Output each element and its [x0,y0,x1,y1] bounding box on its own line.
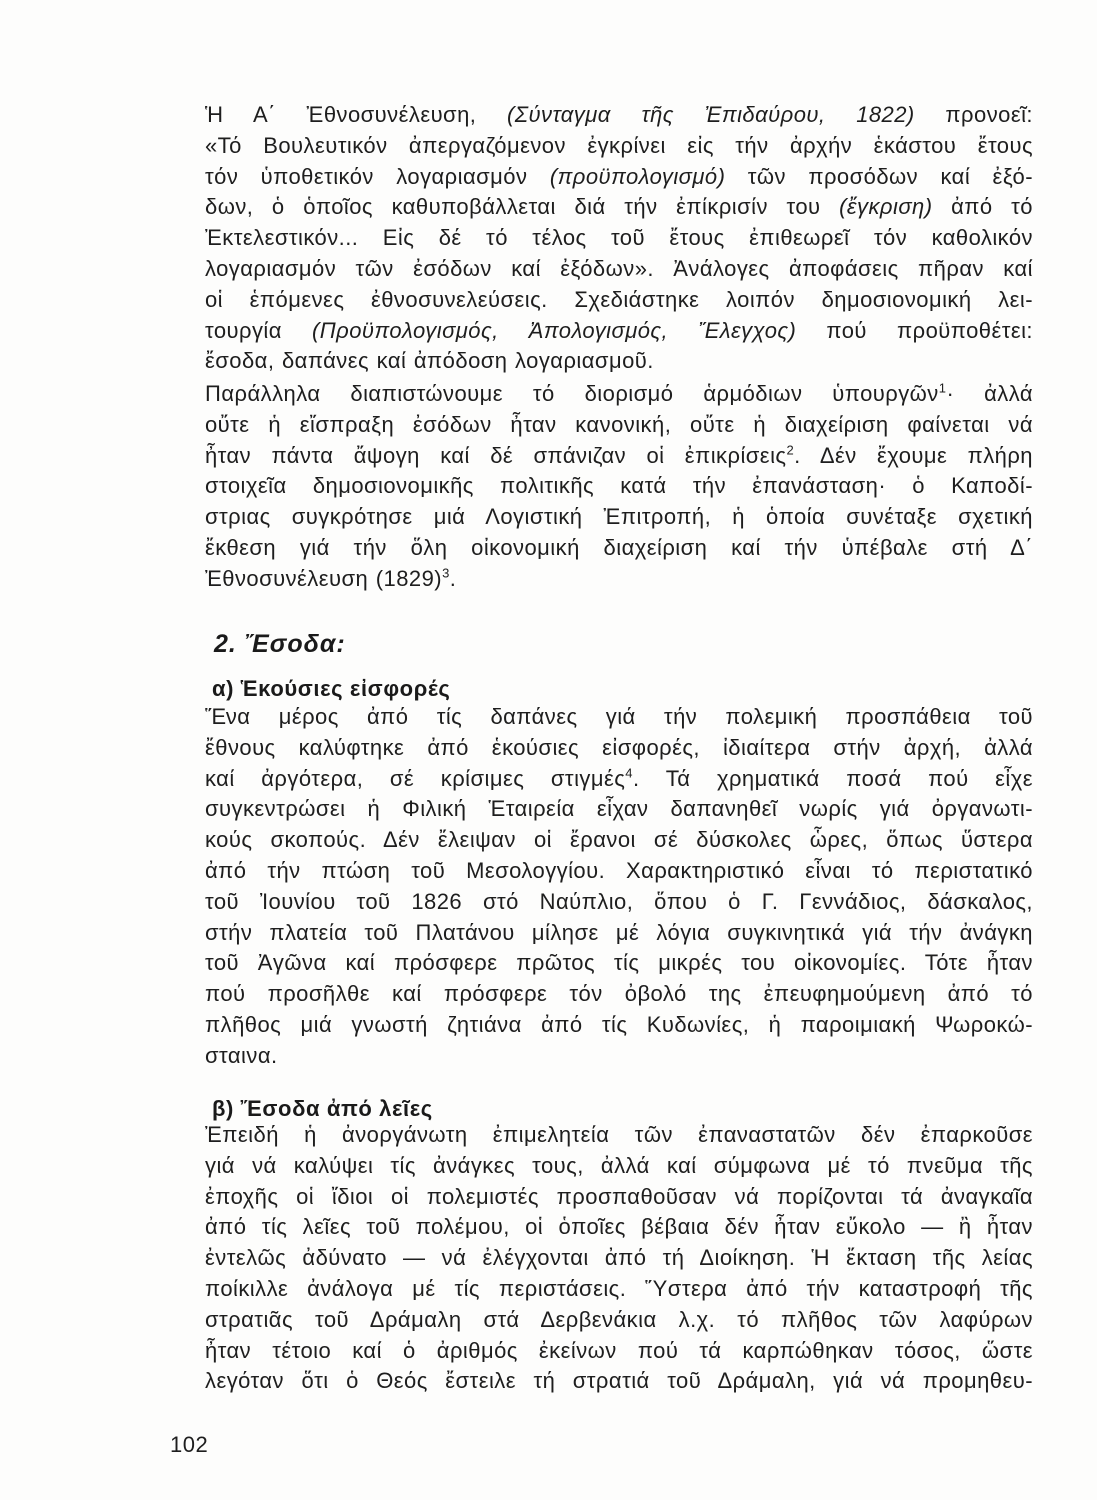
text-line: τουργία (Προϋπολογισμός, Ἀπολογισμός, Ἔλεγχος) πού προϋποθέτει: [205,317,1033,343]
text-line: δων, ὁ ὁποῖος καθυποβάλλεται διά τήν ἐπίκρισίν του (ἔγκριση) ἀπό τό [205,194,1033,220]
italic-term: (Προϋπολογισμός, Ἀπολογισμός, Ἔλεγχος) [312,317,797,343]
footnote-ref[interactable]: 3 [442,565,450,581]
text-line: ἀπό τίς λεῖες τοῦ πολέμου, οἱ ὁποῖες βέβαια δέν ἦταν εὔκολο — ἢ ἦταν [205,1214,1033,1240]
text-line: ἦταν πάντα ἄψογη καί δέ σπάνιζαν οἱ ἐπικρίσεις$^2$. Δέν ἔχουμε πλήρη [205,442,1033,468]
text-line: γιά νά καλύψει τίς ἀνάγκες τους, ἀλλά καί σύμφωνα μέ τό πνεῦμα τῆς [205,1152,1033,1178]
text-line: Ἐθνοσυνέλευση $(1829)^3$. [205,565,457,591]
text-line: σταινα. [205,1042,278,1068]
text-line: τοῦ Ἰουνίου τοῦ 1826 στό Ναύπλιο, ὅπου ὁ Γ. Γεννάδιος, δάσκαλος, [205,888,1033,914]
footnote-ref[interactable]: 4 [625,765,633,781]
text-line: ἀπό τήν πτώση τοῦ Μεσολογγίου. Χαρακτηριστικό εἶναι τό περιστατικό [205,857,1033,883]
text-line: ἔσοδα, δαπάνες καί ἀπόδοση λογαριασμοῦ. [205,348,654,374]
page-number: 102 [170,1432,209,1457]
text-line: ἦταν τέτοιο καί ὁ ἀριθμός ἐκείνων πού τά καρπώθηκαν τόσος, ὥστε [205,1337,1033,1363]
text-line: Ἐκτελεστικόν... Εἰς δέ τό τέλος τοῦ ἔτους ἐπιθεωρεῖ τόν καθολικόν [205,225,1033,251]
italic-citation: (Σύνταγμα τῆς Ἐπιδαύρου, 1822) [507,102,915,127]
paragraph-booty-revenue [205,1120,1033,1397]
italic-term: (προϋπολογισμό) [549,163,726,189]
italic-term: (ἔγκριση) [839,194,933,220]
text-line: «Τό Βουλευτικόν ἀπεργαζόμενον ἐγκρίνει εἰς τήν ἀρχήν ἑκάστου ἔτους [205,132,1033,158]
footnote-ref[interactable]: 1 [938,380,947,396]
text-line: οὔτε ἡ εἴσπραξη ἐσόδων ἦταν κανονική, οὔτε ἡ διαχείριση φαίνεται νά [205,411,1033,437]
text-line: ποίκιλλε ἀνάλογα μέ τίς περιστάσεις. Ὕστερα ἀπό τήν καταστροφή τῆς [205,1275,1033,1301]
text-line: ἔκθεση γιά τήν ὅλη οἰκονομική διαχείριση καί τήν ὑπέβαλε στή Δ΄ [205,534,1033,560]
text-line: οἱ ἑπόμενες ἐθνοσυνελεύσεις. Σχεδιάστηκε λοιπόν δημοσιονομική λει- [205,286,1033,312]
paragraph-voluntary-contributions [205,702,1033,1072]
paragraph-ministers [205,379,1033,595]
text-line: Ἕνα μέρος ἀπό τίς δαπάνες γιά τήν πολεμική προσπάθεια τοῦ [205,704,1033,729]
subsection-heading-voluntary-contributions: α) Ἑκούσιες εἰσφορές [212,676,451,701]
text-line: πού προσῆλθε καί πρόσφερε τόν ὀβολό της ἐπευφημούμενη ἀπό τό [205,981,1033,1007]
text-line: λογαριασμόν τῶν ἐσόδων καί ἐξόδων». Ἀνάλογες ἀποφάσεις πῆραν καί [205,255,1033,281]
text-line: κούς σκοπούς. Δέν ἔλειψαν οἱ ἔρανοι σέ δύσκολες ὧρες, ὅπως ὕστερα [205,827,1033,853]
subsection-heading-booty-revenue: β) Ἔσοδα ἀπό λεῖες [212,1096,433,1121]
text-line: καί ἀργότερα, σέ κρίσιμες στιγμές$^4$. Τά χρηματικά ποσά πού εἶχε [205,765,1033,791]
text-line: στρατιᾶς τοῦ Δράμαλη στά Δερβενάκια λ.χ. τό πλῆθος τῶν λαφύρων [205,1306,1033,1332]
text-line: Ἡ Α΄ Ἐθνοσυνέλευση, (Σύνταγμα τῆς Ἐπιδαύρου, 1822) προνοεῖ: [205,102,1033,127]
text-line: ἐποχῆς οἱ ἴδιοι οἱ πολεμιστές προσπαθοῦσαν νά πορίζονται τά ἀναγκαῖα [205,1183,1033,1209]
footnote-ref[interactable]: 2 [786,442,795,458]
text-line: στοιχεῖα δημοσιονομικῆς πολιτικῆς κατά τήν ἐπανάσταση· ὁ Καποδί- [205,473,1033,499]
text-line: Ἐπειδή ἡ ἀνοργάνωτη ἐπιμελητεία τῶν ἐπαναστατῶν δέν ἐπαρκοῦσε [205,1122,1033,1147]
text-line: λεγόταν ὅτι ὁ Θεός ἔστειλε τή στρατιά τοῦ Δράμαλη, γιά νά προμηθευ- [205,1368,1033,1394]
section-heading: 2. Ἔσοδα: [214,630,346,658]
text-line: τοῦ Ἀγῶνα καί πρόσφερε πρῶτος τίς μικρές του οἰκονομίες. Τότε ἦταν [205,950,1033,976]
text-line: πλῆθος μιά γνωστή ζητιάνα ἀπό τίς Κυδωνίες, ἡ παροιμιακή Ψωροκώ- [205,1011,1033,1037]
paragraph-budget-intro [205,100,1033,377]
text-line: τόν ὑποθετικόν λογαριασμόν (προϋπολογισμό) τῶν προσόδων καί ἐξό- [205,163,1033,189]
text-line: στήν πλατεία τοῦ Πλατάνου μίλησε μέ λόγια συγκινητικά γιά τήν ἀνάγκη [205,919,1033,945]
text-line: συγκεντρώσει ἡ Φιλική Ἑταιρεία εἶχαν δαπανηθεῖ νωρίς γιά ὀργανωτι- [205,796,1033,822]
text-line: στριας συγκρότησε μιά Λογιστική Ἐπιτροπή, ἡ ὁποία συνέταξε σχετική [205,504,1033,530]
text-line: ἐντελῶς ἀδύνατο — νά ἐλέγχονται ἀπό τή Διοίκηση. Ἡ ἔκταση τῆς λείας [205,1245,1033,1271]
text-line: ἔθνους καλύφτηκε ἀπό ἑκούσιες εἰσφορές, ἰδιαίτερα στήν ἀρχή, ἀλλά [205,734,1033,760]
text-line: Παράλληλα διαπιστώνουμε τό διορισμό ἁρμόδιων ὑπουργῶν$^1$· ἀλλά [205,380,1033,406]
